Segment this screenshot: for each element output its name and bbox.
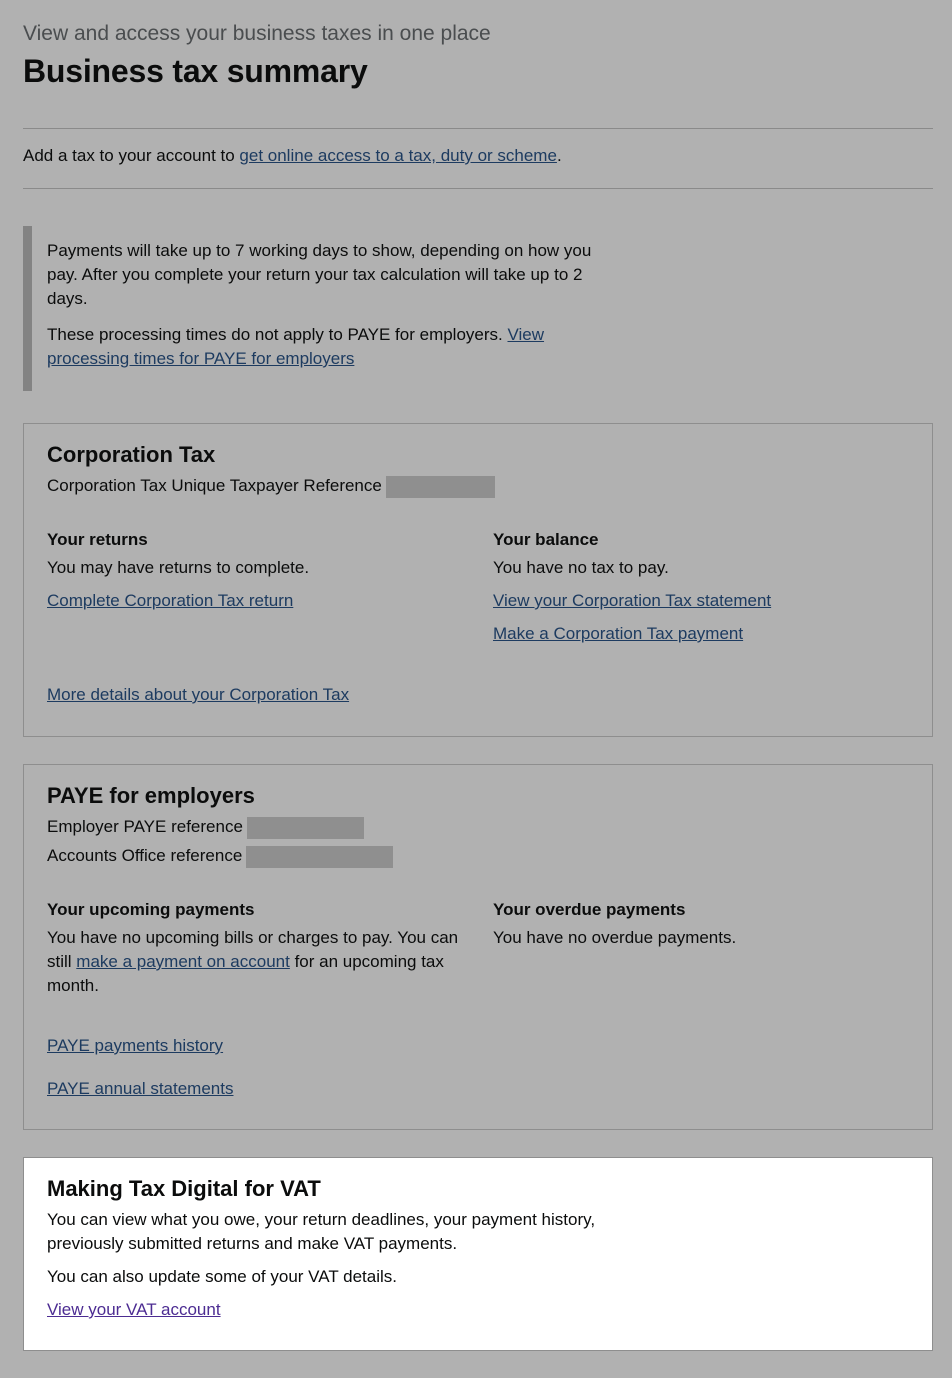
upcoming-text-1: You have no upcoming bills or charges to pay. You can still [47,928,459,971]
notice-paragraph-2 [47,323,623,371]
employer-ref-label: Employer PAYE reference [47,817,243,836]
corporation-tax-card [23,423,933,737]
page-caption: View and access your business taxes in one place [23,22,491,45]
add-tax-line [23,146,562,166]
accounts-ref-label: Accounts Office reference [47,846,243,865]
notice-paragraph-1: Payments will take up to 7 working days to show, depending on how you pay. After you complete your return your tax calculation will take up to 2 days. [47,241,592,308]
utr-label: Corporation Tax Unique Taxpayer Reference [47,476,382,495]
utr-redacted [386,476,495,498]
balance-text: You have no tax to pay. [493,558,669,577]
paye-card [23,764,933,1130]
balance-heading: Your balance [493,530,599,549]
ct-statement-link[interactable]: View your Corporation Tax statement [493,591,772,610]
employer-ref-redacted [247,817,364,839]
overdue-heading: Your overdue payments [493,900,686,919]
paye-statements-link[interactable]: PAYE annual statements [47,1079,234,1098]
complete-return-link[interactable]: Complete Corporation Tax return [47,591,294,610]
vat-account-link[interactable]: View your VAT account [47,1300,221,1319]
accounts-ref-row [47,844,393,868]
add-tax-suffix: . [556,146,562,165]
divider-bottom [23,188,933,189]
accounts-ref-redacted [246,846,393,868]
vat-card [23,1157,933,1351]
vat-text-1: You can view what you owe, your return deadlines, your payment history, previously submitted returns and make VAT payments. [47,1210,596,1253]
processing-notice [23,226,623,391]
utr-row [47,474,495,498]
vat-text-2: You can also update some of your VAT details. [47,1267,397,1286]
notice-paragraph-2-text: These processing times do not apply to PAYE for employers. [47,325,508,344]
corporation-tax-title: Corporation Tax [47,442,216,467]
returns-text: You may have returns to complete. [47,558,310,577]
returns-heading: Your returns [47,530,148,549]
upcoming-text [47,926,472,998]
divider-top [23,128,933,129]
overdue-text: You have no overdue payments. [493,928,737,947]
ct-more-details-link[interactable]: More details about your Corporation Tax [47,685,350,704]
paye-history-link[interactable]: PAYE payments history [47,1036,224,1055]
add-tax-link[interactable]: get online access to a tax, duty or scheme [239,146,557,165]
page-title: Business tax summary [23,53,368,89]
paye-processing-times-link[interactable]: View processing times for PAYE for employers [47,325,545,368]
upcoming-heading: Your upcoming payments [47,900,255,919]
ct-payment-link[interactable]: Make a Corporation Tax payment [493,624,744,643]
payment-on-account-link[interactable]: make a payment on account [76,952,290,971]
upcoming-text-2: for an upcoming tax month. [47,952,444,995]
vat-title: Making Tax Digital for VAT [47,1176,321,1201]
add-tax-text: Add a tax to your account to [23,146,240,165]
employer-ref-row [47,815,364,839]
paye-title: PAYE for employers [47,783,255,808]
